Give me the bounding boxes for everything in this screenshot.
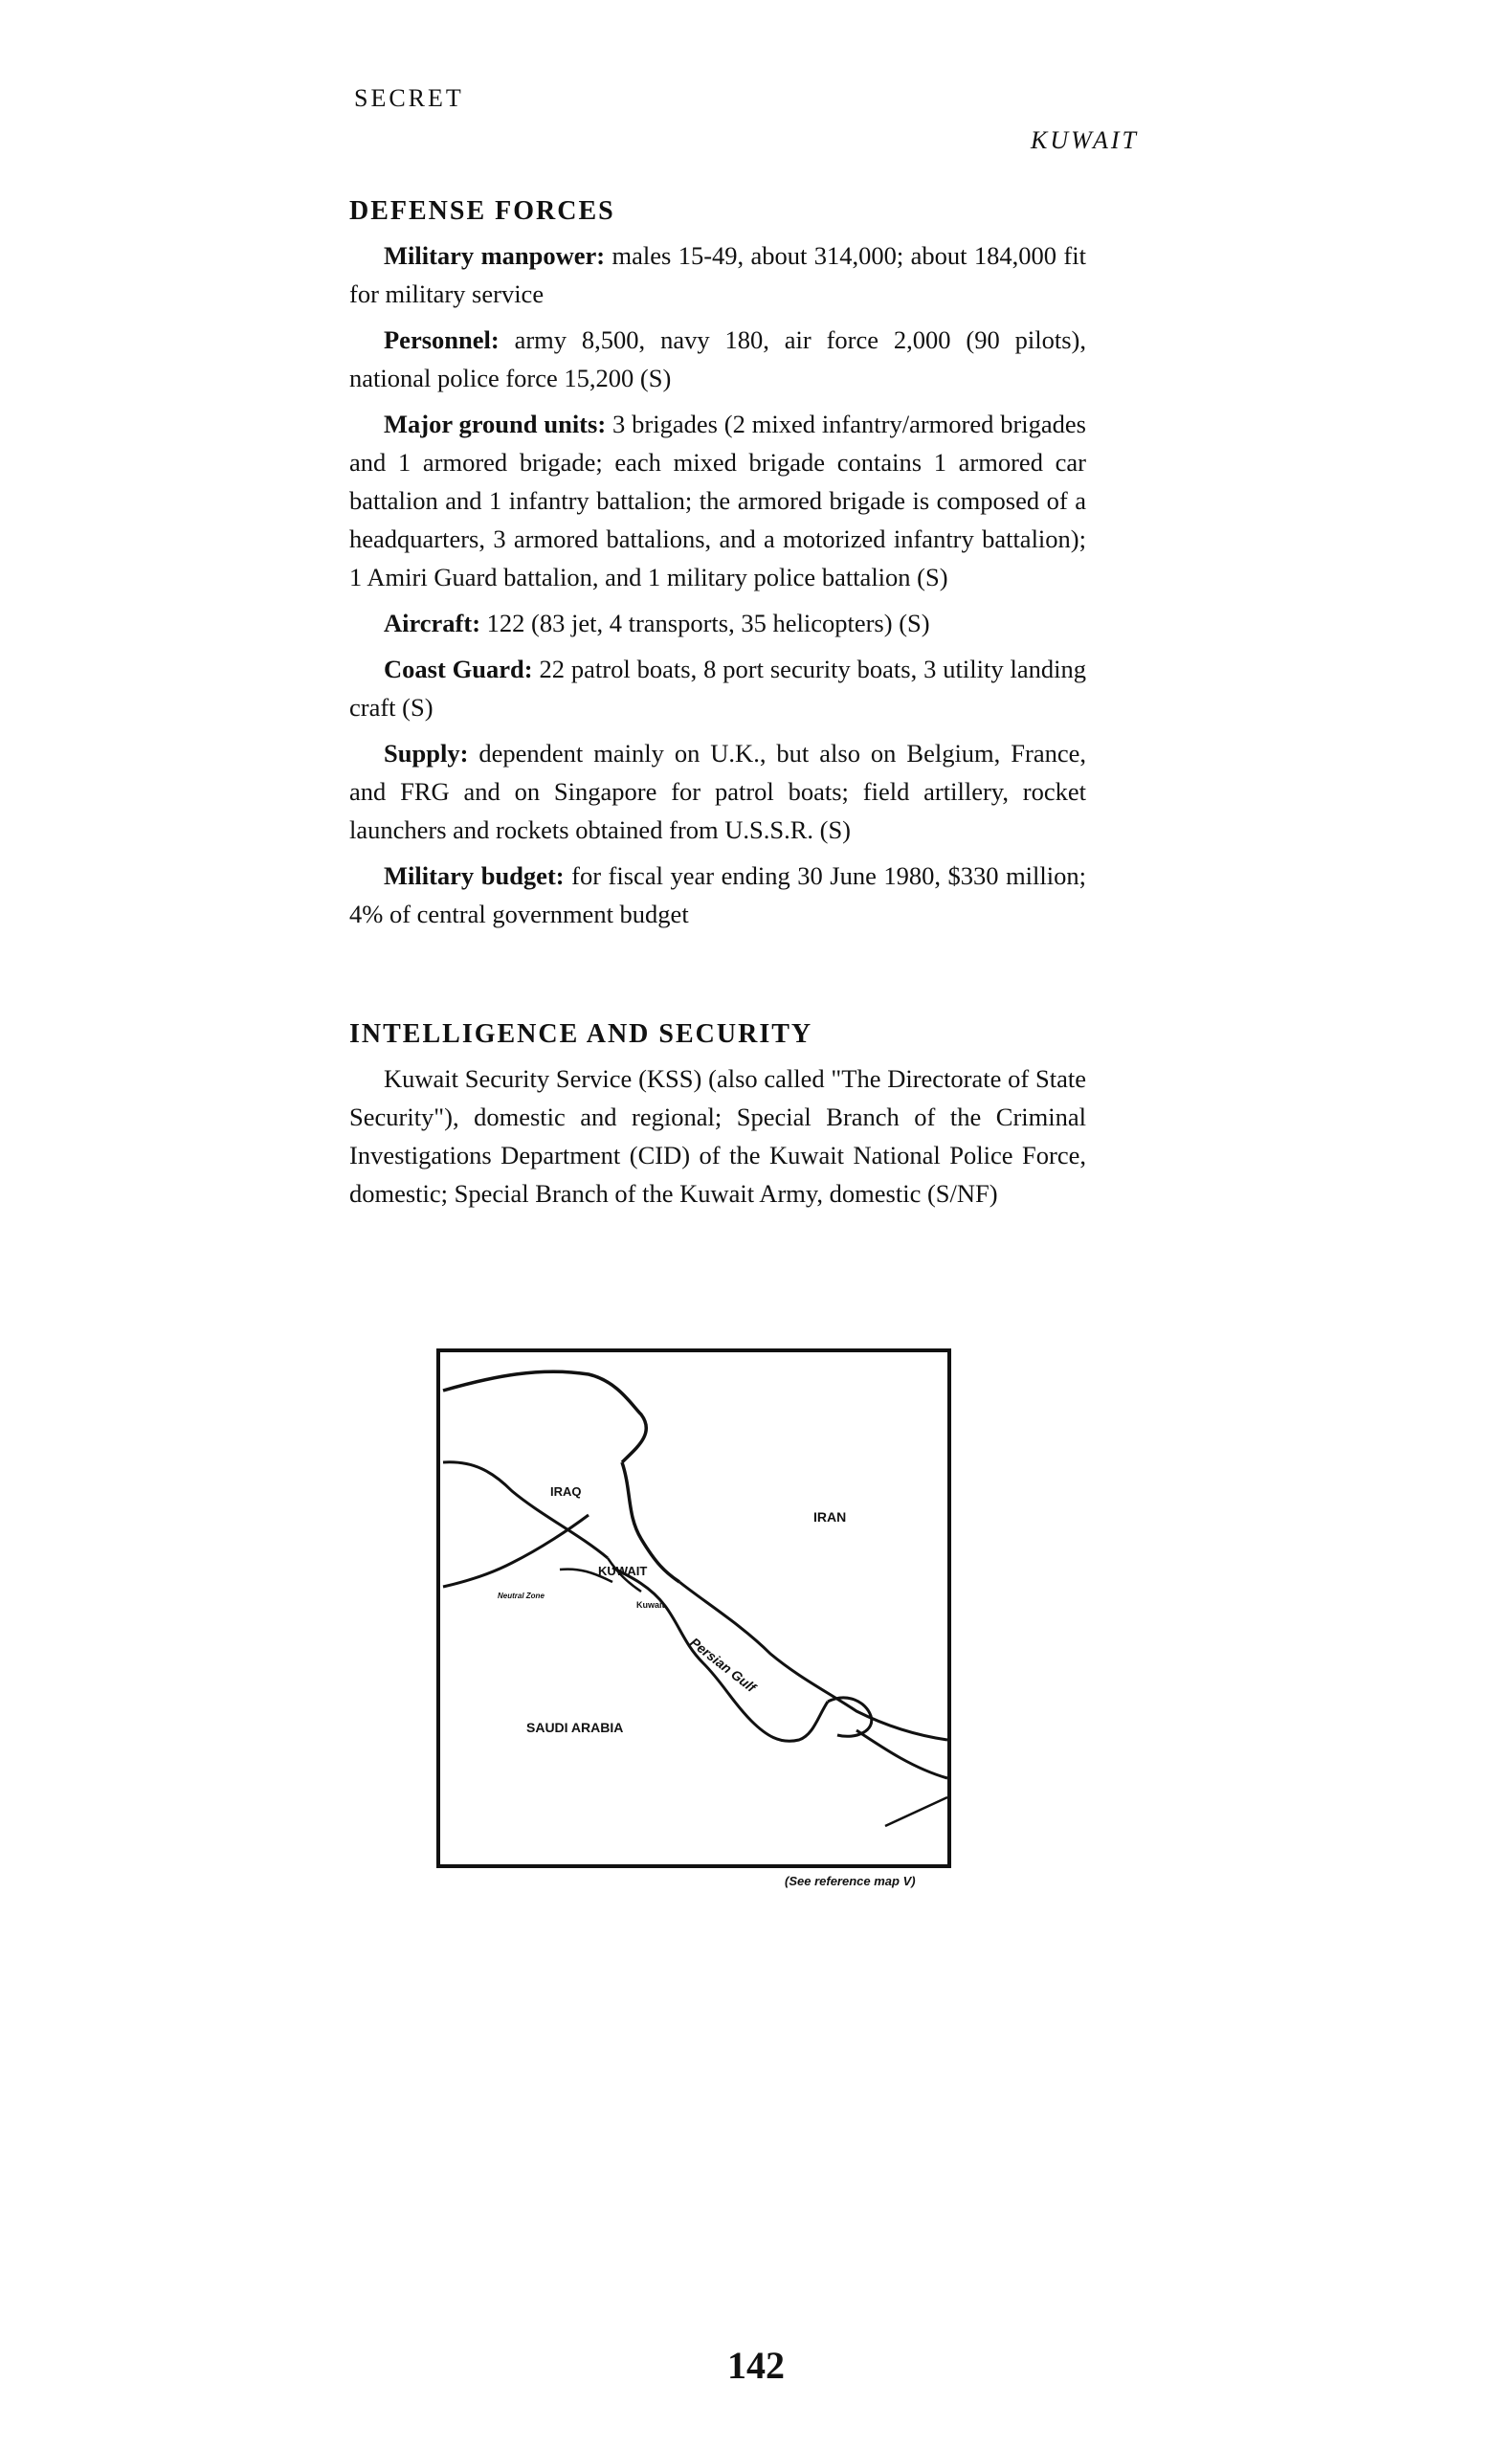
paragraph-budget: [349, 857, 1086, 933]
paragraph-ground-units: [349, 405, 1086, 596]
label-budget: Military budget:: [384, 861, 565, 890]
label-ground-units: Major ground units:: [384, 410, 607, 438]
iraq-north-border: [443, 1371, 646, 1462]
text-budget: for fiscal year ending 30 June 1980, $330 million; 4% of central government budget: [349, 861, 1086, 928]
intelligence-heading: INTELLIGENCE AND SECURITY: [349, 1019, 813, 1049]
label-saudi-arabia: SAUDI ARABIA: [526, 1720, 624, 1735]
text-manpower: males 15-49, about 314,000; about 184,000 fit for military service: [349, 241, 1086, 308]
label-iran: IRAN: [813, 1509, 847, 1525]
paragraph-coast-guard: [349, 650, 1086, 726]
label-iraq: IRAQ: [550, 1484, 582, 1499]
classification-marking: SECRET: [354, 84, 464, 112]
map-caption: (See reference map V): [785, 1874, 916, 1888]
defense-forces-section: [349, 196, 1086, 941]
paragraph-manpower: [349, 236, 1086, 313]
peninsula-outline: [828, 1698, 872, 1736]
oman-border: [885, 1797, 947, 1826]
text-coast-guard: 22 patrol boats, 8 port security boats, 3 utility landing craft (S): [349, 655, 1086, 722]
iraq-west-border: [443, 1462, 608, 1558]
country-header: KUWAIT: [1031, 126, 1139, 154]
map-frame: [438, 1350, 949, 1866]
regional-map: [435, 1348, 952, 1869]
text-personnel: army 8,500, navy 180, air force 2,000 (90 pilots), national police force 15,200 (S): [349, 325, 1086, 392]
paragraph-supply: [349, 734, 1086, 849]
label-manpower: Military manpower:: [384, 241, 606, 270]
iraq-saudi-border: [443, 1515, 589, 1587]
label-supply: Supply:: [384, 739, 469, 768]
paragraph-aircraft: [349, 604, 1086, 642]
text-aircraft: 122 (83 jet, 4 transports, 35 helicopters) (S): [480, 609, 930, 637]
paragraph-personnel: [349, 321, 1086, 397]
map-drawing: [435, 1348, 952, 1869]
text-supply: dependent mainly on U.K., but also on Belgium, France, and FRG and on Singapore for patrol boats; field artillery, rocket launchers and rockets obtained from U.S.S.R. (S): [349, 739, 1086, 844]
label-kuwait-city: Kuwait: [636, 1600, 665, 1610]
intelligence-section: [349, 1019, 1086, 1220]
label-neutral-zone: Neutral Zone: [498, 1592, 545, 1600]
label-persian-gulf: Persian Gulf: [687, 1634, 759, 1696]
text-ground-units: 3 brigades (2 mixed infantry/armored brigades and 1 armored brigade; each mixed brigade contains 1 armored car battalion and 1 infantry battalion; the armored brigade is composed of a headquarters, 3 armored battalions, and a motorized infantry battalion); 1 Amiri Guard battalion, and 1 military police battalion (S): [349, 410, 1086, 591]
label-kuwait-country: KUWAIT: [598, 1564, 648, 1578]
label-aircraft: Aircraft:: [384, 609, 481, 637]
paragraph-intelligence: Kuwait Security Service (KSS) (also called "The Directorate of State Security"), domestic and regional; Special Branch of the Criminal Investigations Department (CID) of the Kuwait National Police Force, domestic; Special Branch of the Kuwait Army, domestic (S/NF): [349, 1064, 1086, 1208]
label-coast-guard: Coast Guard:: [384, 655, 533, 683]
label-personnel: Personnel:: [384, 325, 500, 354]
page-number: 142: [727, 2344, 785, 2387]
defense-forces-heading: DEFENSE FORCES: [349, 196, 615, 226]
